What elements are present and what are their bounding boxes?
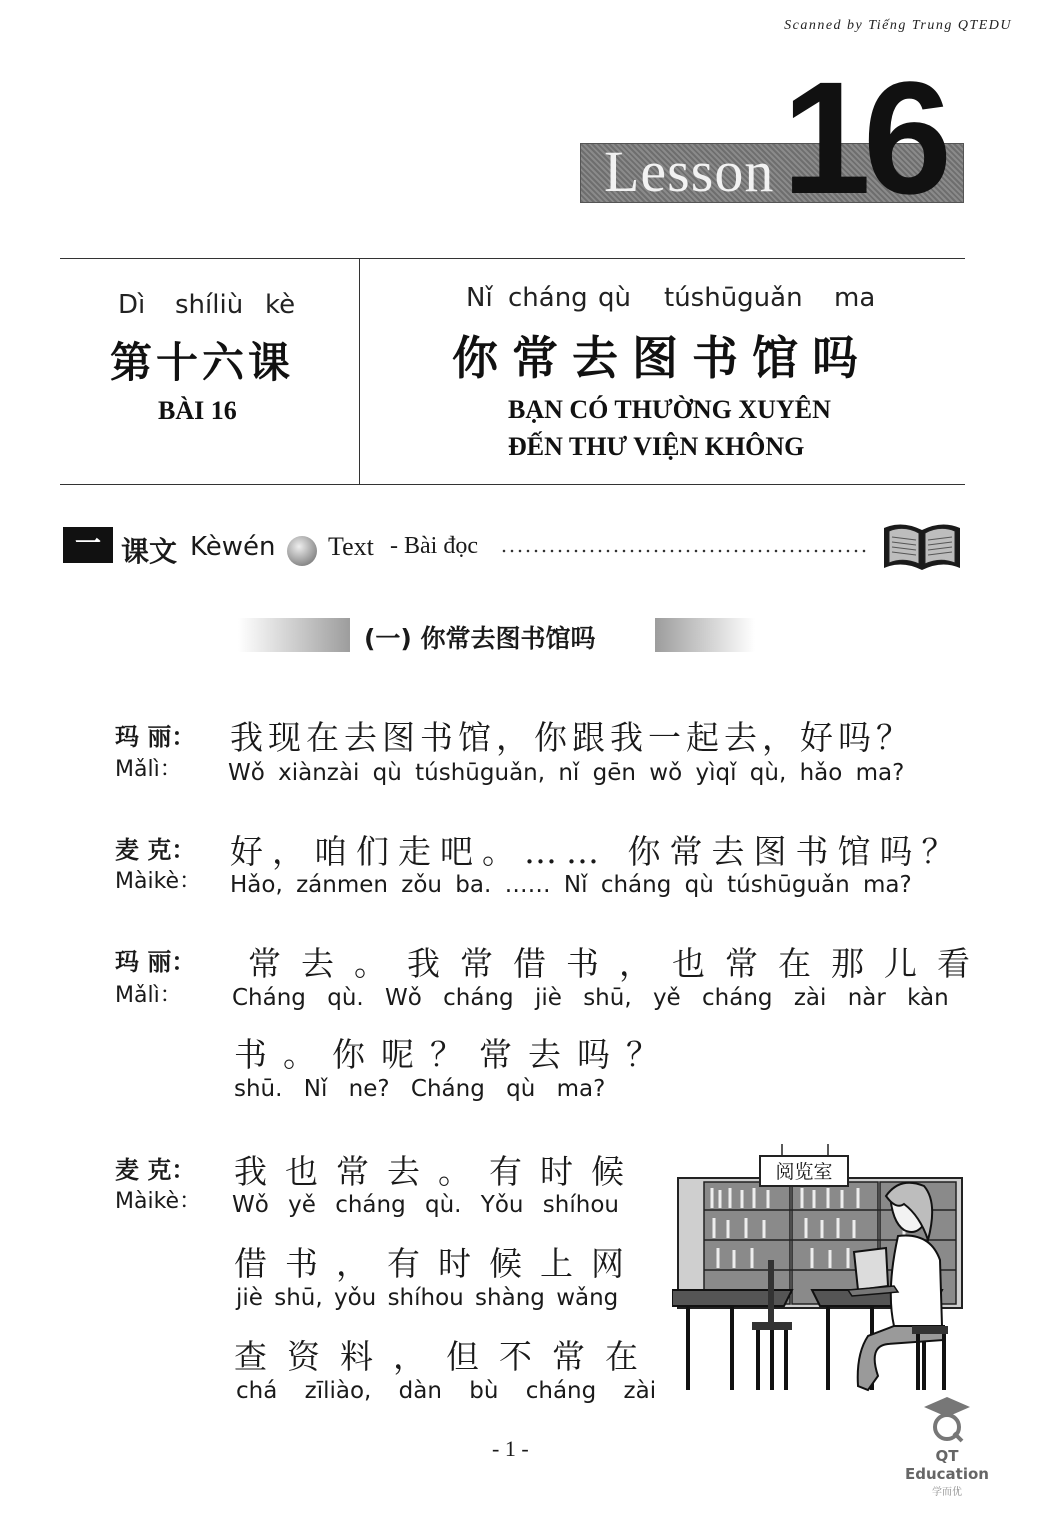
lesson-pinyin-2: shíliù	[175, 290, 244, 320]
qt-education-logo	[892, 1395, 1002, 1498]
section-title-en: Text	[328, 532, 374, 561]
dialogue-line-pinyin: Cháng qù. Wǒ cháng jiè shū, yě cháng zài nàr kàn	[232, 985, 949, 1011]
dialogue-line-pinyin: shū. Nǐ ne? Cháng qù ma?	[234, 1076, 606, 1102]
dialogue-line-cn: 查资料，但不常在	[234, 1337, 658, 1376]
title-box-divider	[359, 258, 360, 484]
dialogue-line-cn: 常去。我常借书，也常在那儿看	[248, 944, 990, 983]
title-pinyin-4: túshūguǎn	[664, 283, 803, 313]
speaker-name-cn: 玛 丽：	[115, 722, 196, 751]
speaker-name-pinyin: Mǎlì：	[115, 983, 182, 1008]
speaker-name-cn: 玛 丽：	[115, 947, 196, 976]
dialogue-line-cn: 好，咱们走吧。…… 你常去图书馆吗？	[230, 832, 964, 871]
title-pinyin-3: qù	[598, 283, 631, 313]
dialogue-line-pinyin: jiè shū, yǒu shíhou shàng wǎng	[236, 1285, 619, 1311]
section-title-pinyin: Kèwén	[190, 532, 276, 562]
section-title-viet: - Bài đọc	[390, 533, 478, 559]
open-book-icon	[880, 518, 964, 576]
page-number: - 1 -	[492, 1436, 529, 1461]
lesson-title-viet: BÀI 16	[158, 396, 237, 425]
speaker-name-pinyin: Màikè：	[115, 1189, 202, 1214]
lesson-pinyin-1: Dì	[118, 290, 146, 320]
dialogue-title-viet-2: ĐẾN THƯ VIỆN KHÔNG	[508, 432, 805, 461]
dialogue-line-cn: 我现在去图书馆，你跟我一起去，好吗？	[230, 718, 914, 757]
dialogue-line-pinyin: Hǎo, zánmen zǒu ba. …… Nǐ cháng qù túshūguǎn ma?	[230, 872, 912, 898]
dialogue-title-cn: 你常去图书馆吗	[452, 331, 872, 385]
title-box-top-rule	[60, 258, 965, 259]
speaker-name-pinyin: Màikè：	[115, 869, 202, 894]
section-title-cn: 课文	[121, 535, 178, 568]
reading-room-illustration	[672, 1140, 968, 1396]
logo-name: QT Education	[905, 1447, 989, 1483]
dialogue-line-cn: 书。你呢？常去吗？	[234, 1035, 675, 1074]
speaker-name-pinyin: Mǎlì：	[115, 757, 182, 782]
bullet-dot-icon	[287, 536, 317, 566]
lesson-number: 16	[782, 48, 944, 227]
speaker-name-cn: 麦 克：	[115, 835, 196, 864]
title-pinyin-5: ma	[834, 283, 876, 313]
section-number-badge: 一	[63, 527, 113, 563]
reading-room-sign: 阅览室	[775, 1161, 833, 1183]
dialogue-line-pinyin: Wǒ yě cháng qù. Yǒu shíhou	[232, 1192, 619, 1218]
subheading-bar-right	[655, 618, 755, 652]
lesson-pinyin-3: kè	[265, 290, 296, 320]
dotted-leader	[500, 549, 868, 553]
scan-credit: Scanned by Tiếng Trung QTEDU	[784, 18, 1012, 33]
title-pinyin-1: Nǐ	[466, 283, 493, 313]
title-box-bottom-rule	[60, 484, 965, 485]
subheading-bar-left	[238, 618, 350, 652]
dialogue-line-pinyin: chá zīliào, dàn bù cháng zài	[236, 1378, 657, 1404]
dialogue-line-cn: 我也常去。有时候	[234, 1152, 642, 1191]
dialogue-subheading: (一) 你常去图书馆吗	[364, 624, 596, 653]
title-pinyin-2: cháng	[508, 283, 588, 313]
dialogue-title-viet-1: BẠN CÓ THƯỜNG XUYÊN	[508, 395, 831, 424]
dialogue-line-pinyin: Wǒ xiànzài qù túshūguǎn, nǐ gēn wǒ yìqǐ qù, hǎo ma?	[228, 760, 905, 786]
lesson-title-cn: 第十六课	[110, 338, 295, 387]
logo-subtitle: 学而优	[932, 1487, 962, 1498]
graduation-cap-icon	[922, 1395, 972, 1443]
dialogue-line-cn: 借书，有时候上网	[234, 1244, 642, 1283]
speaker-name-cn: 麦 克：	[115, 1155, 196, 1184]
lesson-word: Lesson	[604, 139, 775, 204]
